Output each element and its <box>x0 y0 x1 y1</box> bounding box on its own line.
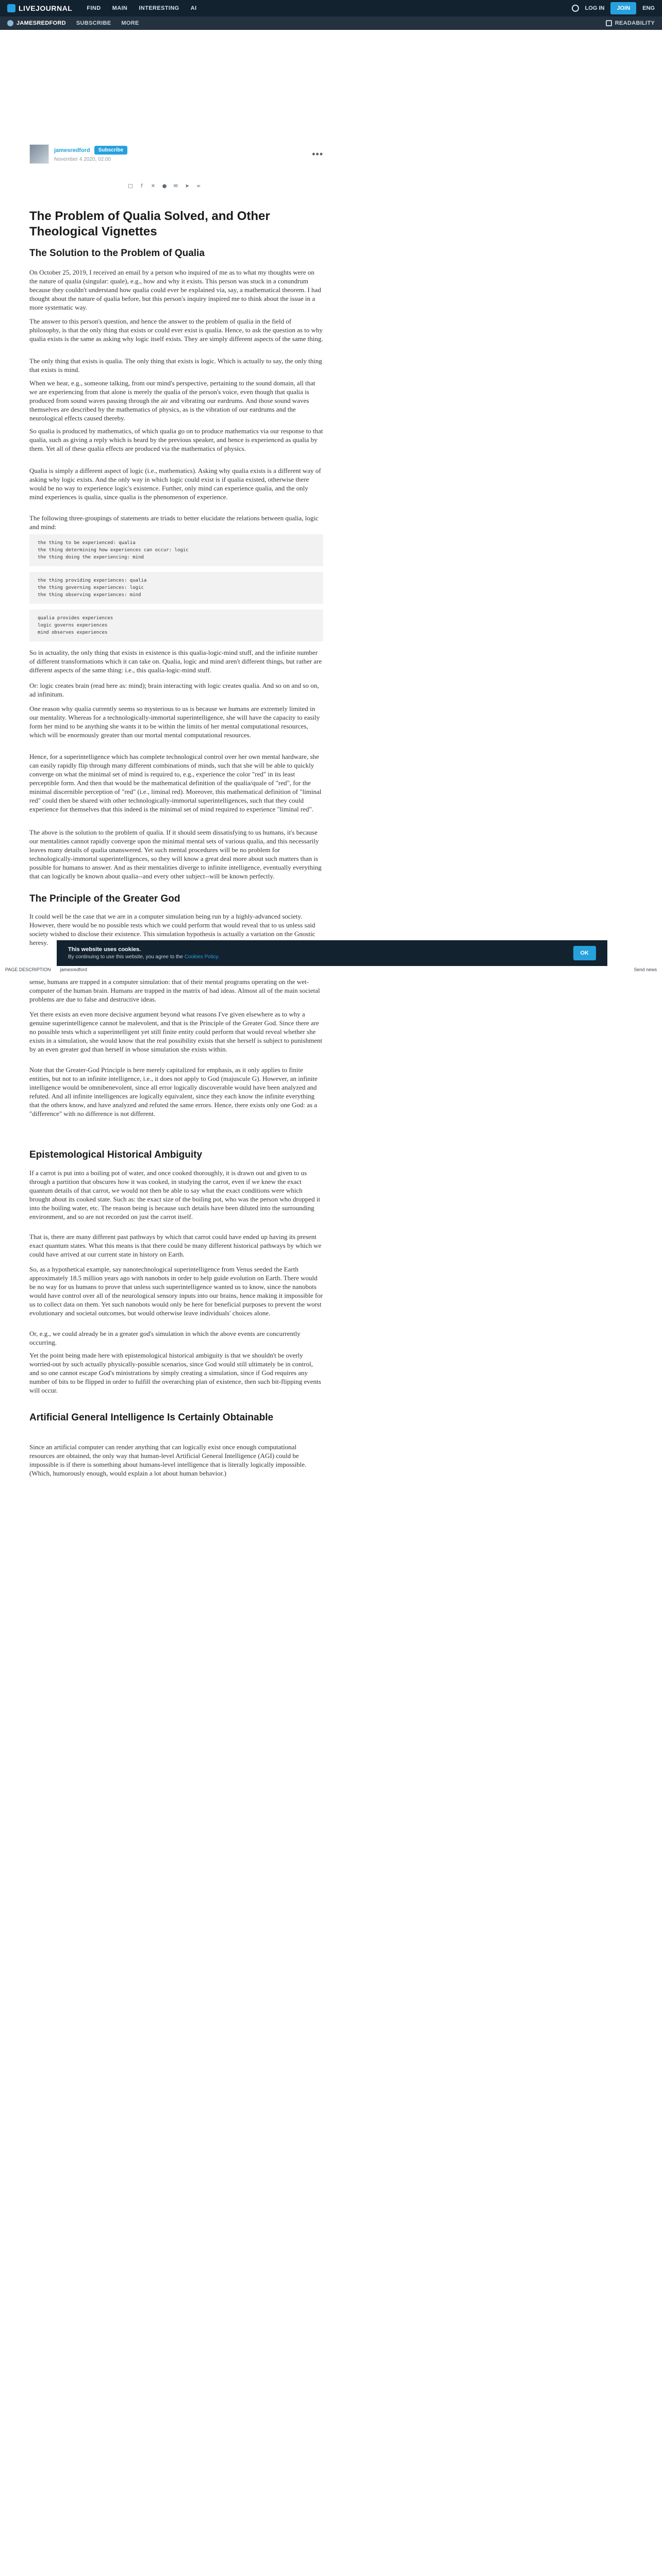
comment-icon[interactable]: □ <box>128 183 133 189</box>
code-block <box>29 534 323 566</box>
cookie-banner <box>57 940 607 966</box>
readability-icon <box>606 20 612 26</box>
logo-text: LIVEJOURNAL <box>19 4 73 12</box>
cookie-body <box>68 954 219 960</box>
author-line <box>54 146 127 155</box>
section-heading: Epistemological Historical Ambiguity <box>29 1149 203 1160</box>
paragraph: Yet there exists an even more decisive argument beyond what reasons I've given elsewhere as to why a genuine superintelligence cannot be malevolent, and that is the Principle of the Greater God. Since there are no possible tests which a superintelligent yet still finite entity could perform that would reveal whether she exists in a simulation, she would know that the real possibility exists that she herself is subject to punishment by an even greater god than herself in whose simulation she exists within. <box>29 1010 322 1053</box>
code-line: the thing doing the experiencing: mind <box>38 555 144 560</box>
share-row <box>127 183 202 189</box>
code-line: qualia provides experiences <box>38 616 113 621</box>
nav-ai[interactable]: AI <box>190 5 197 11</box>
more-dropdown[interactable]: MORE <box>121 20 139 26</box>
code-line: the thing observing experiences: mind <box>38 592 141 598</box>
paragraph: Qualia is simply a different aspect of logic (i.e., mathematics). Asking why qualia exists is a different way of asking why logic exists. And the only way in which logic could exist is if qualia existed, otherwise there would be no way to experience logic's existence. Further, only mind can experience qualia, and the only mind experiences is qualia, since qualia is the phenomenon of experience. <box>29 467 321 501</box>
send-news-link[interactable]: Send news <box>634 967 657 972</box>
section-heading: Artificial General Intelligence Is Certainly Obtainable <box>29 1412 274 1423</box>
post-header <box>29 144 323 164</box>
paragraph: Since an artificial computer can render anything that can logically exist once enough computational resources are obtained, the only way that human-level Artificial General Intelligence (AGI) could be impossible is if there is something about humans-level intelligence that is literally logically impossible. (Which, humorously enough, would explain a lot about human behavior.) <box>29 1443 307 1477</box>
code-line: logic governs experiences <box>38 623 108 628</box>
code-line: the thing governing experiences: logic <box>38 585 144 590</box>
paragraph: So qualia is produced by mathematics, of which qualia go on to produce mathematics via our response to that qualia, such as giving a reply which is heard by the previous speaker, and hence is experienced as qualia by them. Yet all of these qualia effects are produced via the mathematics of physics. <box>29 427 323 452</box>
section-heading: The Solution to the Problem of Qualia <box>29 248 205 259</box>
author-name[interactable]: jamesredford <box>54 147 90 154</box>
code-line: the thing determining how experiences can occur: logic <box>38 548 189 553</box>
join-button[interactable]: JOIN <box>610 2 636 14</box>
section-heading: The Principle of the Greater God <box>29 893 180 904</box>
journal-user[interactable] <box>7 20 66 26</box>
readability-label: READABILITY <box>615 20 655 26</box>
language-selector[interactable]: ENG <box>642 5 655 11</box>
x-icon[interactable]: ✕ <box>151 183 156 189</box>
journal-subbar <box>0 16 662 30</box>
footer-username[interactable]: jamesredford <box>60 967 87 972</box>
code-block <box>29 572 323 604</box>
subscribe-link[interactable]: SUBSCRIBE <box>76 20 111 26</box>
post-date: November 4 2020, 02:00 <box>54 157 111 162</box>
email-icon[interactable]: ✉ <box>173 183 178 189</box>
livejournal-logo-icon <box>7 4 15 12</box>
livejournal-logo[interactable] <box>7 4 72 12</box>
paragraph: Yet the point being made here with epistemological historical ambiguity is that we shouldn't be overly worried-out by such actually physically-possible scenarios, since God would still ultimately be in control, and so one cannot escape God's ministrations by simply creating a simulation, since if God requires any number of bits to be flipped in order to fulfill the overarching plan of existence, then such bit-flipping events will occur. <box>29 1351 321 1394</box>
code-line: mind observes experiences <box>38 630 108 635</box>
paragraph: The answer to this person's question, and hence the answer to the problem of qualia in the field of philosophy, is that the only thing that exists or could ever exist is qualia. Hence, to ask the question as to why qualia exists is the same as asking why logic itself exists. They are simply different aspects of the same thing. <box>29 317 323 343</box>
paragraph: So, as a hypothetical example, say nanotechnological superintelligence from Venus seeded the Earth approximately 18.5 million years ago with nanobots in order to help guide evolution on Earth. There would be no way for us humans to prove that unless such superintelligence wanted us to know, since the nanobots would have control over all of the neurological sensory inputs into our brains, hence making it impossible for us to collect data on them. Yet such nanobots would only be here for beneficial purposes to prevent the worst evolutionary and societal outcomes, but would otherwise leave individuals' choices alone. <box>29 1265 323 1317</box>
paragraph: The only thing that exists is qualia. The only thing that exists is logic. Which is actually to say, the only thing that exists is mind. <box>29 357 322 374</box>
cookie-ok-button[interactable]: OK <box>573 946 597 960</box>
paragraph: So in actuality, the only thing that exists in existence is this qualia-logic-mind stuff, and the infinite number of different transformations which it can take on. Qualia, logic and mind aren't different things, but rather are different aspects of the same thing: i.e., this qualia-logic-mind stuff. <box>29 649 322 674</box>
facebook-icon[interactable]: f <box>141 183 143 189</box>
nav-interesting[interactable]: INTERESTING <box>139 5 179 11</box>
author-row <box>29 144 323 164</box>
footer-page-description: PAGE DESCRIPTION <box>5 967 51 972</box>
search-icon[interactable] <box>572 5 579 12</box>
post-title: The Problem of Qualia Solved, and Other Theological Vignettes <box>29 209 270 239</box>
link-icon[interactable]: ∞ <box>196 183 201 189</box>
journal-username: JAMESREDFORD <box>16 20 66 26</box>
nav-find[interactable]: FIND <box>87 5 101 11</box>
cookie-body-text: By continuing to use this website, you agree to the <box>68 954 183 960</box>
user-icon <box>7 20 13 26</box>
cookie-text <box>68 946 219 960</box>
subscribe-button[interactable]: Subscribe <box>94 146 127 155</box>
avatar[interactable] <box>29 144 49 164</box>
post-menu-icon[interactable]: ••• <box>312 148 323 159</box>
paragraph: That is, there are many different past pathways by which that carrot could have ended up having its present exact quantum states. What this means is that there could be many different historical pathways by which we could have arrived at our current state in history on Earth. <box>29 1233 322 1258</box>
footer-strip <box>0 965 662 974</box>
paragraph: Hence, for a superintelligence which has complete technological control over her own mental hardware, she can easily rapidly flip through many different combinations of minds, such that she will be able to quickly converge on what the minimal set of mind is required to, e.g., experience the color "red" in its least perceptible form. And then that would be the mathematical definition of the qualia/quale of "red", for the minimal discernible perception of "red" (i.e., liminal red). Moreover, this mathematical definition of "liminal red" could then be shared with other technologically-immortal superintelligences, such that they could experience for themselves that this indeed is the minimal set of mind required to experience "liminal red". <box>29 753 322 813</box>
readability-toggle[interactable] <box>606 20 655 26</box>
paragraph: If a carrot is put into a boiling pot of water, and once cooked thoroughly, it is drawn out and given to us through a partition that obscures how it was cooked, in studying the carrot, even if we knew the exact quantum details of that carrot, we would not then be able to say what the exact conditions were which brought about its cooked state. Such as: the exact size of the boiling pot, who was the person who dropped it into the boiling water, etc. The reason being is because such details have been diluted into the surrounding environment, and so are not recorded on just the carrot itself. <box>29 1169 320 1221</box>
paragraph: The following three-groupings of statements are triads to better elucidate the relations between qualia, logic and mind: <box>29 514 319 531</box>
code-block <box>29 609 323 641</box>
paragraph: Or, e.g., we could already be in a greater god's simulation in which the above events are concurrently occurring. <box>29 1330 301 1346</box>
paragraph: On October 25, 2019, I received an email by a person who inquired of me as to what my thoughts were on the nature of qualia (singular: quale), e.g., how and why it exists. This person was stuck in a conundrum because they couldn't understand how qualia could ever be explained via, say, a mathematical theorem. I had thought about the nature of qualia before, but this person's inquiry inspired me to think about the issue in a more systematic way. <box>29 268 321 311</box>
top-nav-links <box>87 5 196 11</box>
paragraph: sense, humans are trapped in a computer simulation: that of their mental programs operating on the wet-computer of the human brain. Humans are trapped in the matrix of bad ideas. Almost all of the main societal problems are due to false and destructive ideas. <box>29 978 320 1003</box>
code-line: the thing to be experienced: qualia <box>38 540 136 546</box>
paragraph: It could well be the case that we are in a computer simulation being run by a highly-advanced society. However, there would be no possible tests which we could perform that would reveal that to us unless said society wished to disclose their existence. This simulation hypothesis is actually a variation on the Gnostic heresy. <box>29 912 316 946</box>
paragraph: The above is the solution to the problem of qualia. If it should seem dissatisfying to us humans, it's because our mentalities cannot rapidly converge upon the minimal mental sets of various qualia, and this necessarily leaves many details of qualia unanswered. Yet such mental procedures will be no problem for technologically-immortal superintelligences, so they will know a great deal more about such matters than is possible for humans to answer. And as their mentalities diverge to infinite intelligence, eventually everything that can logically be known about qualia--and every other subject--will be known perfectly. <box>29 828 322 880</box>
nav-main[interactable]: MAIN <box>112 5 128 11</box>
code-line: the thing providing experiences: qualia <box>38 578 147 583</box>
paragraph: Or: logic creates brain (read here as: mind); brain interacting with logic creates qualia. And so on and so on, ad infinitum. <box>29 682 319 698</box>
telegram-icon[interactable]: ➤ <box>185 183 190 189</box>
login-link[interactable]: LOG IN <box>585 5 605 11</box>
author-meta <box>54 146 127 162</box>
paragraph: One reason why qualia currently seems so mysterious to us is because we humans are extremely limited in our mentality. Whereas for a technologically-immortal superintelligence, she will have the capacity to easily form her mind to be anything she wants it to be within the limits of her mental computational resources, which will be enormously greater than our mortal mental computational resources. <box>29 705 320 739</box>
top-navbar <box>0 0 662 16</box>
top-right-actions <box>572 2 655 14</box>
reddit-icon[interactable]: ● <box>162 183 167 189</box>
cookie-policy-link[interactable]: Cookies Policy. <box>184 954 220 960</box>
paragraph: Note that the Greater-God Principle is here merely capitalized for emphasis, as it only applies to finite entities, but not to an infinite intelligence, i.e., it does not apply to God (majuscule G). However, an infinite intelligence would be omnibenevolent, since all error logically discoverable would have been analyzed and refuted. And all infinite intelligences are logically equivalent, since they each know the infinite everything that the others know, and have analyzed and refuted the same errors. Hence, there exists only one God: as a "difference" with no difference is not different. <box>29 1066 318 1117</box>
paragraph: When we hear, e.g., someone talking, from our mind's perspective, pertaining to the sound domain, all that we are experiencing from that alone is merely the qualia of the person's voice, even though that qualia is produced from sound waves passing through the air and vibrating our eardrums. And those sound waves themselves are described by the mathematics of physics, as is the vibration of our eardrums and the neurological effects caused thereby. <box>29 379 316 422</box>
cookie-title: This website uses cookies. <box>68 946 141 953</box>
